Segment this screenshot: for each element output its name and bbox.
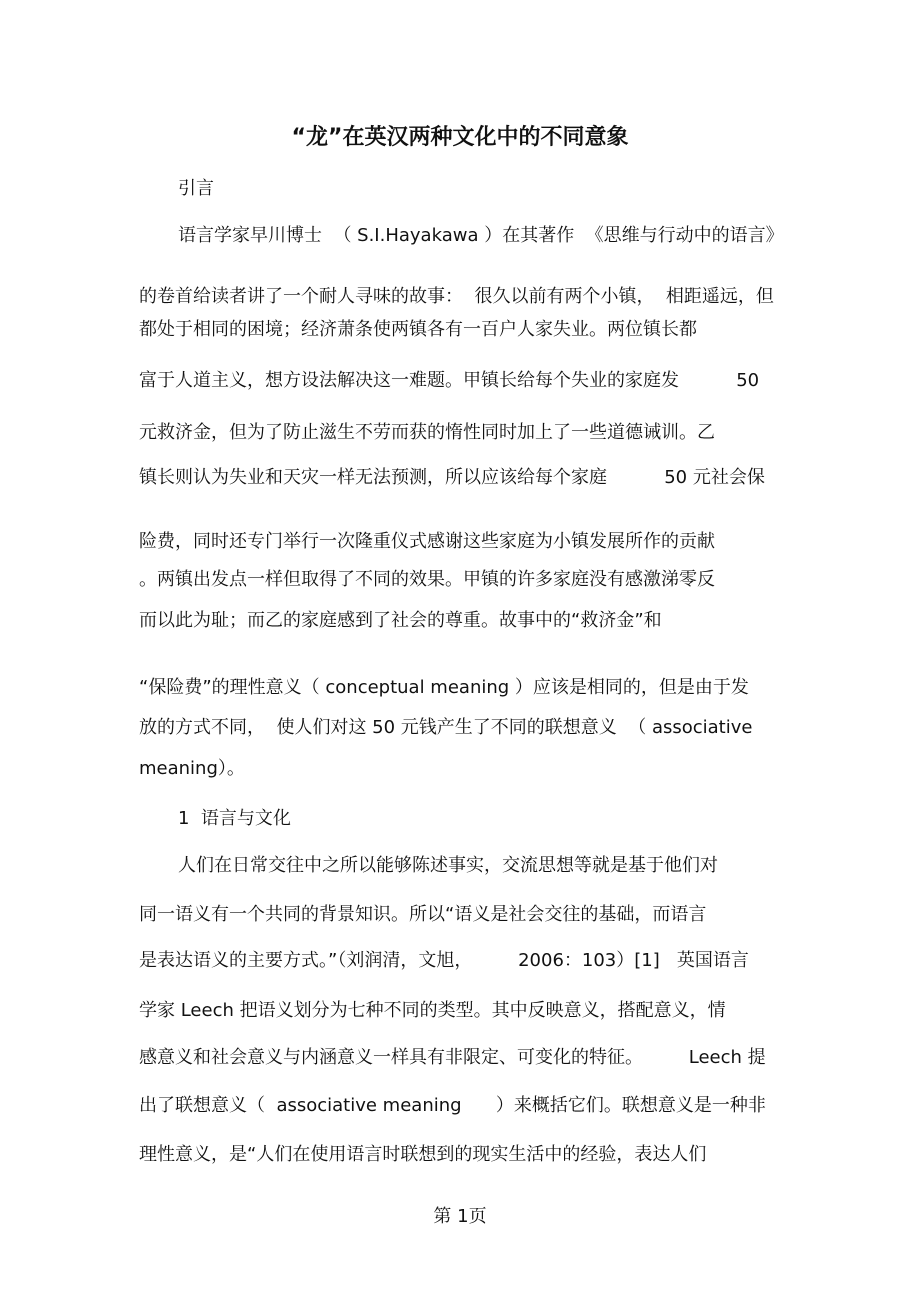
page-number-footer: 第 1页 xyxy=(433,1206,487,1227)
intro-line-11: 放的方式不同， 使人们对这 50 元钱产生了不同的联想意义 （ associative xyxy=(139,717,753,738)
intro-line-6: 镇长则认为失业和天灾一样无法预测，所以应该给每个家庭 50 元社会保 xyxy=(139,467,765,488)
intro-line-12: meaning）。 xyxy=(139,758,245,779)
intro-line-3: 都处于相同的困境；经济萧条使两镇各有一百户人家失业。两位镇长都 xyxy=(139,319,697,340)
section1-line-1: 人们在日常交往中之所以能够陈述事实，交流思想等就是基于他们对 xyxy=(178,855,718,876)
section1-line-6: 出了联想意义（ associative meaning ）来概括它们。联想意义是一种非 xyxy=(139,1095,766,1116)
section1-line-5: 感意义和社会意义与内涵意义一样具有非限定、可变化的特征。 Leech 提 xyxy=(139,1047,766,1068)
intro-line-5: 元救济金，但为了防止滋生不劳而获的惰性同时加上了一些道德诫训。乙 xyxy=(139,422,715,443)
intro-line-8: 。两镇出发点一样但取得了不同的效果。甲镇的许多家庭没有感激涕零反 xyxy=(139,569,715,590)
intro-line-1: 语言学家早川博士 （ S.I.Hayakawa ）在其著作 《思维与行动中的语言》 xyxy=(178,225,784,246)
document-title: “龙”在英汉两种文化中的不同意象 xyxy=(291,125,629,150)
section1-line-4: 学家 Leech 把语义划分为七种不同的类型。其中反映意义，搭配意义，情 xyxy=(139,1000,726,1021)
intro-line-2: 的卷首给读者讲了一个耐人寻味的故事： 很久以前有两个小镇， 相距遥远，但 xyxy=(139,286,774,307)
section1-line-7: 理性意义，是“人们在使用语言时联想到的现实生活中的经验，表达人们 xyxy=(139,1144,707,1165)
intro-line-9: 而以此为耻；而乙的家庭感到了社会的尊重。故事中的“救济金”和 xyxy=(139,610,662,631)
intro-line-10: “保险费”的理性意义（ conceptual meaning ）应该是相同的，但是由于发 xyxy=(139,677,749,698)
intro-line-4: 富于人道主义，想方设法解决这一难题。甲镇长给每个失业的家庭发 50 xyxy=(139,370,760,391)
heading-section-1: 1 语言与文化 xyxy=(178,808,291,829)
intro-line-7: 险费，同时还专门举行一次隆重仪式感谢这些家庭为小镇发展所作的贡献 xyxy=(139,531,715,552)
heading-intro: 引言 xyxy=(178,178,214,199)
section1-line-3: 是表达语义的主要方式。”（刘润清，文旭， 2006：103）[1] 英国语言 xyxy=(139,950,749,971)
section1-line-2: 同一语义有一个共同的背景知识。所以“语义是社会交往的基础，而语言 xyxy=(139,904,707,925)
